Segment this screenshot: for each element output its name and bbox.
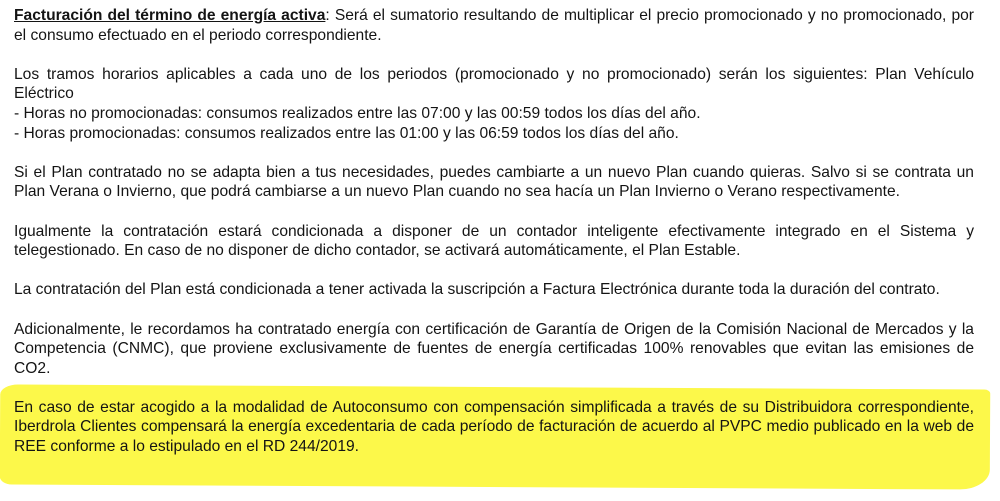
paragraph-time-slots bbox=[14, 65, 974, 143]
paragraph-self-consumption: En caso de estar acogido a la modalidad de Autoconsumo con compensación simplificada a través de su Distribuidora correspondiente, Iberdrola Clientes compensará la energía excedentaria de cada período de facturación de acuerdo al PVPC medio publicado en la web de REE conforme a lo estipulado en el RD 244/2019. bbox=[14, 398, 974, 456]
document-body bbox=[14, 6, 974, 457]
list-item-promoted-hours: - Horas promocionadas: consumos realizados entre las 01:00 y las 06:59 todos los días del año. bbox=[14, 124, 679, 142]
paragraph-smart-meter: Igualmente la contratación estará condicionada a disponer de un contador inteligente efectivamente integrado en el Sistema y telegestionado. En caso de no disponer de dicho contador, se activará automáticamente, el Plan Estable. bbox=[14, 222, 974, 260]
highlighted-section bbox=[14, 398, 974, 457]
list-item-non-promoted-hours: - Horas no promocionadas: consumos realizados entre las 07:00 y las 00:59 todos los días del año. bbox=[14, 104, 701, 122]
paragraph-plan-change: Si el Plan contratado no se adapta bien a tus necesidades, puedes cambiarte a un nuevo Plan cuando quieras. Salvo si se contrata un Plan Verana o Invierno, que podrá cambiarse a un nuevo Plan cuando no sea hacía un Plan Invierno o Verano respectivamente. bbox=[14, 163, 974, 201]
paragraph-origin-guarantee: Adicionalmente, le recordamos ha contratado energía con certificación de Garantía de Origen de la Comisión Nacional de Mercados y la Competencia (CNMC), que proviene exclusivamente de fuentes de energía certificadas 100% renovables que evitan las emisiones de CO2. bbox=[14, 320, 974, 377]
paragraph-text: : Será el sumatorio resultando de multiplicar el precio promocionado y no promocionado, por el consumo efectuado en el periodo correspondiente. bbox=[14, 7, 974, 44]
paragraph-billing-active-energy bbox=[14, 6, 974, 45]
paragraph-e-invoice: La contratación del Plan está condicionada a tener activada la suscripción a Factura Electrónica durante toda la duración del contrato. bbox=[14, 281, 940, 299]
paragraph-lead-heading: Facturación del término de energía activa bbox=[14, 7, 326, 24]
paragraph-text: Los tramos horarios aplicables a cada uno de los periodos (promocionado y no promocionado) serán los siguientes: Plan Vehículo Eléctrico bbox=[14, 65, 974, 103]
